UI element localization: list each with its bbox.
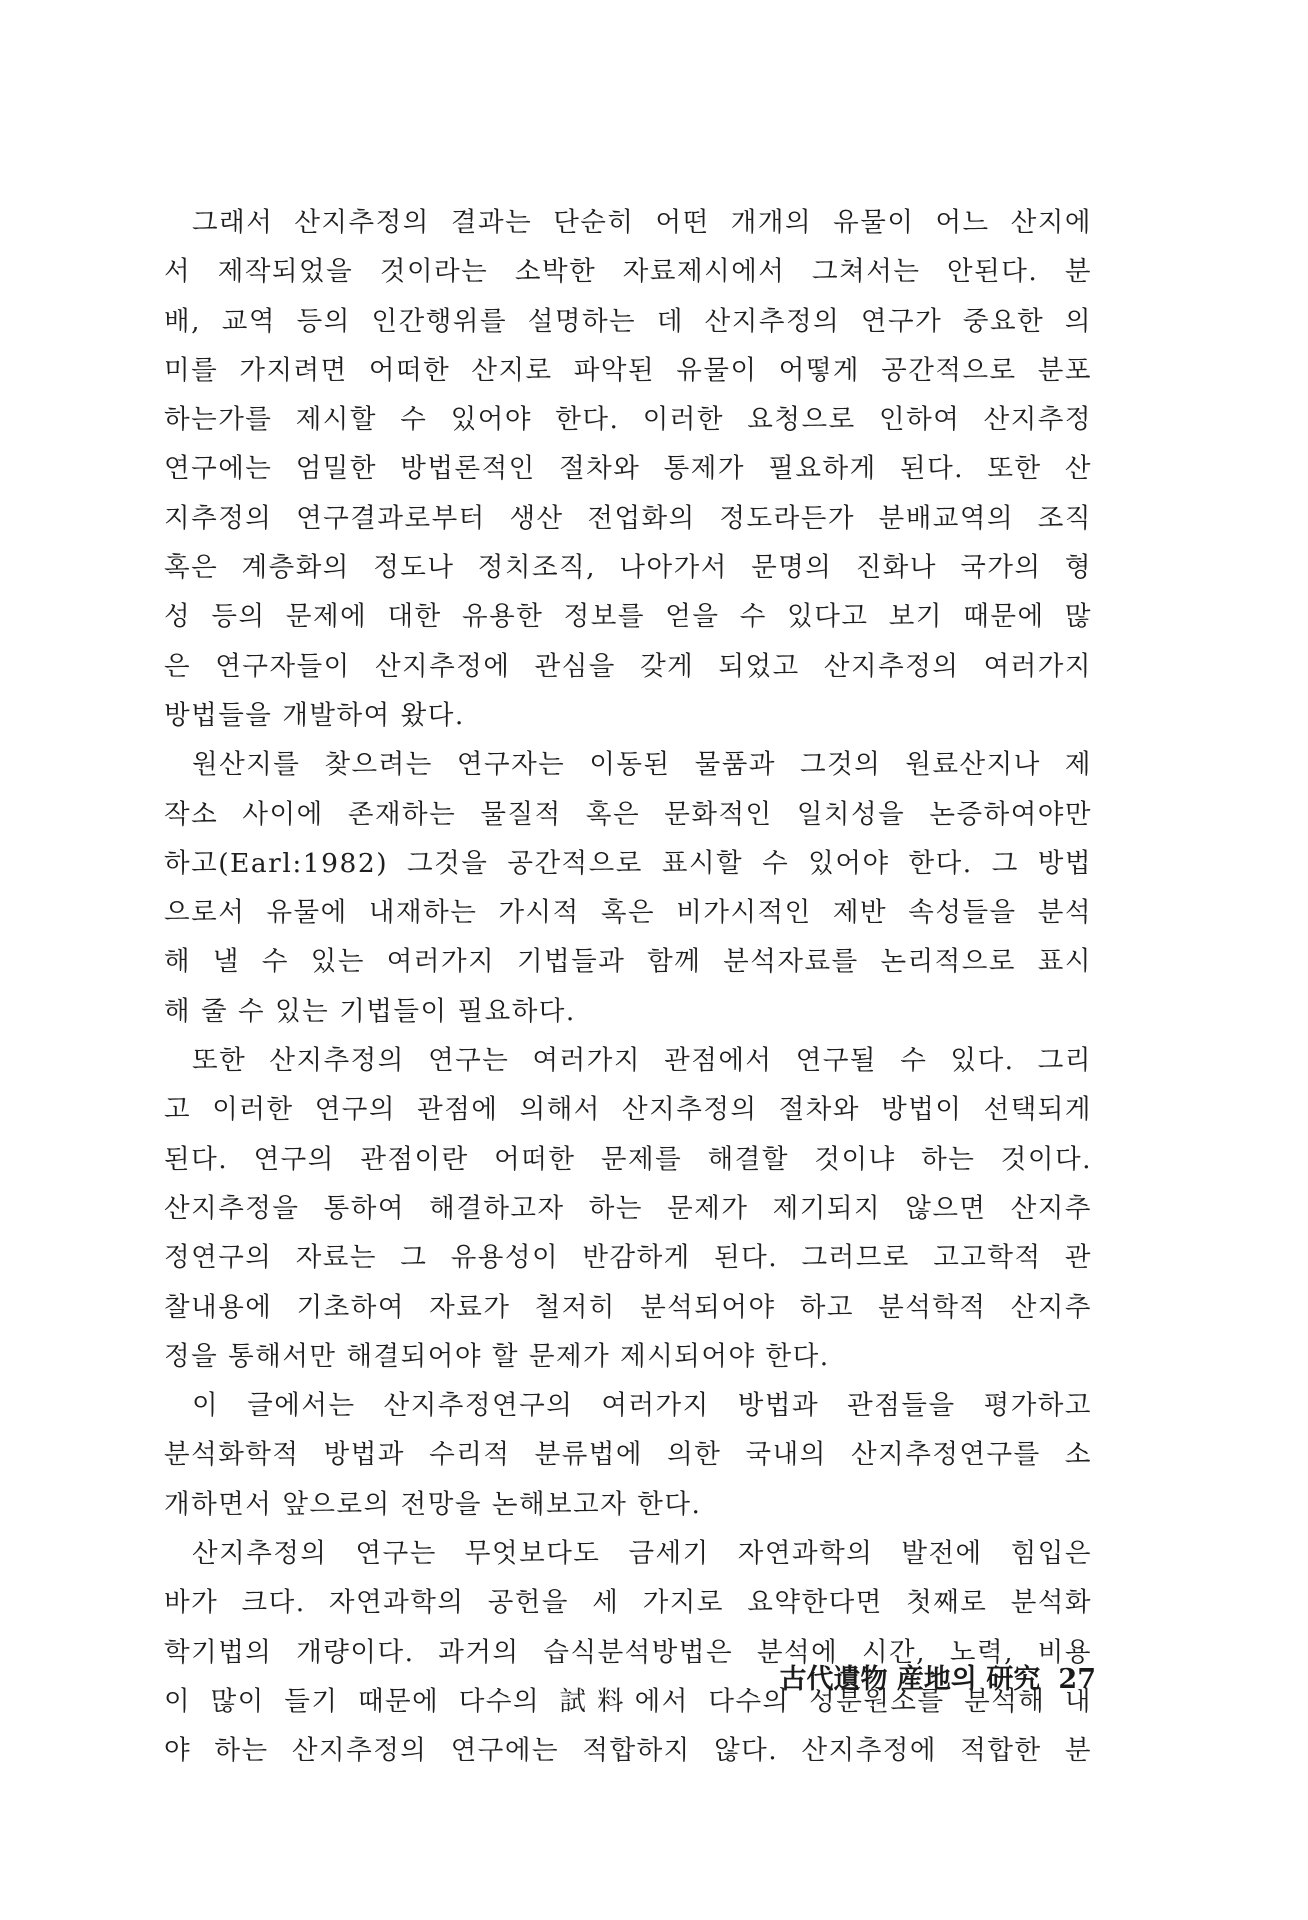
text-line: 미를 가지려면 어떠한 산지로 파악된 유물이 어떻게 공간적으로 분포 xyxy=(164,354,1092,386)
text-line: 혹은 계층화의 정도나 정치조직, 나아가서 문명의 진화나 국가의 형 xyxy=(164,552,1092,584)
text-line: 정을 통해서만 해결되어야 할 문제가 제시되어야 한다. xyxy=(164,1340,830,1372)
text-line: 바가 크다. 자연과학의 공헌을 세 가지로 요약한다면 첫째로 분석화 xyxy=(164,1587,1092,1619)
text-line: 야 하는 산지추정의 연구에는 적합하지 않다. 산지추정에 적합한 분 xyxy=(164,1735,1092,1767)
text-line: 분석화학적 방법과 수리적 분류법에 의한 국내의 산지추정연구를 소 xyxy=(164,1439,1092,1471)
text-line: 연구에는 엄밀한 방법론적인 절차와 통제가 필요하게 된다. 또한 산 xyxy=(164,453,1092,485)
text-line: 고 이러한 연구의 관점에 의해서 산지추정의 절차와 방법이 선택되게 xyxy=(164,1094,1092,1126)
text-line: 그래서 산지추정의 결과는 단순히 어떤 개개의 유물이 어느 산지에 xyxy=(192,207,1092,238)
text-line: 또한 산지추정의 연구는 여러가지 관점에서 연구될 수 있다. 그리 xyxy=(192,1045,1092,1077)
page-number: 27 xyxy=(1058,1664,1096,1695)
text-line: 으로서 유물에 내재하는 가시적 혹은 비가시적인 제반 속성들을 분석 xyxy=(164,897,1092,929)
text-line: 원산지를 찾으려는 연구자는 이동된 물품과 그것의 원료산지나 제 xyxy=(192,749,1092,781)
paragraph xyxy=(164,1381,1092,1529)
running-title: 古代遺物 産地의 研究 xyxy=(779,1664,1041,1695)
text-line: 작소 사이에 존재하는 물질적 혹은 문화적인 일치성을 논증하여야만 xyxy=(164,798,1092,830)
page-footer xyxy=(780,1660,1096,1700)
text-line: 해 줄 수 있는 기법들이 필요하다. xyxy=(164,995,576,1027)
paragraph xyxy=(164,198,1092,740)
body-text xyxy=(164,198,1092,1776)
text-line: 학기법의 개량이다. 과거의 습식분석방법은 분석에 시간, 노력, 비용 xyxy=(164,1636,1092,1668)
paragraph xyxy=(164,1036,1092,1381)
text-line: 서 제작되었을 것이라는 소박한 자료제시에서 그쳐서는 안된다. 분 xyxy=(164,256,1092,288)
text-line: 산지추정의 연구는 무엇보다도 금세기 자연과학의 발전에 힘입은 xyxy=(192,1538,1092,1570)
text-line: 방법들을 개발하여 왔다. xyxy=(164,699,465,731)
text-line: 지추정의 연구결과로부터 생산 전업화의 정도라든가 분배교역의 조직 xyxy=(164,502,1092,534)
text-line: 이 많이 들기 때문에 다수의 試料에서 다수의 성분원소를 분석해 내 xyxy=(164,1685,1092,1717)
text-line: 해 낼 수 있는 여러가지 기법들과 함께 분석자료를 논리적으로 표시 xyxy=(164,946,1092,978)
text-line: 된다. 연구의 관점이란 어떠한 문제를 해결할 것이냐 하는 것이다. xyxy=(164,1143,1092,1175)
text-line: 은 연구자들이 산지추정에 관심을 갖게 되었고 산지추정의 여러가지 xyxy=(164,650,1092,682)
text-line: 개하면서 앞으로의 전망을 논해보고자 한다. xyxy=(164,1488,702,1520)
text-line: 하는가를 제시할 수 있어야 한다. 이러한 요청으로 인하여 산지추정 xyxy=(164,404,1092,436)
text-line: 성 등의 문제에 대한 유용한 정보를 얻을 수 있다고 보기 때문에 많 xyxy=(164,601,1092,633)
text-line: 이 글에서는 산지추정연구의 여러가지 방법과 관점들을 평가하고 xyxy=(192,1390,1092,1422)
text-line: 배, 교역 등의 인간행위를 설명하는 데 산지추정의 연구가 중요한 의 xyxy=(164,305,1092,337)
paragraph xyxy=(164,1529,1092,1775)
text-line: 정연구의 자료는 그 유용성이 반감하게 된다. 그러므로 고고학적 관 xyxy=(164,1242,1092,1274)
text-line: 산지추정을 통하여 해결하고자 하는 문제가 제기되지 않으면 산지추 xyxy=(164,1192,1092,1224)
text-line: 하고(Earl:1982) 그것을 공간적으로 표시할 수 있어야 한다. 그 방법 xyxy=(164,847,1092,879)
text-line: 찰내용에 기초하여 자료가 철저히 분석되어야 하고 분석학적 산지추 xyxy=(164,1291,1092,1323)
paragraph xyxy=(164,740,1092,1036)
